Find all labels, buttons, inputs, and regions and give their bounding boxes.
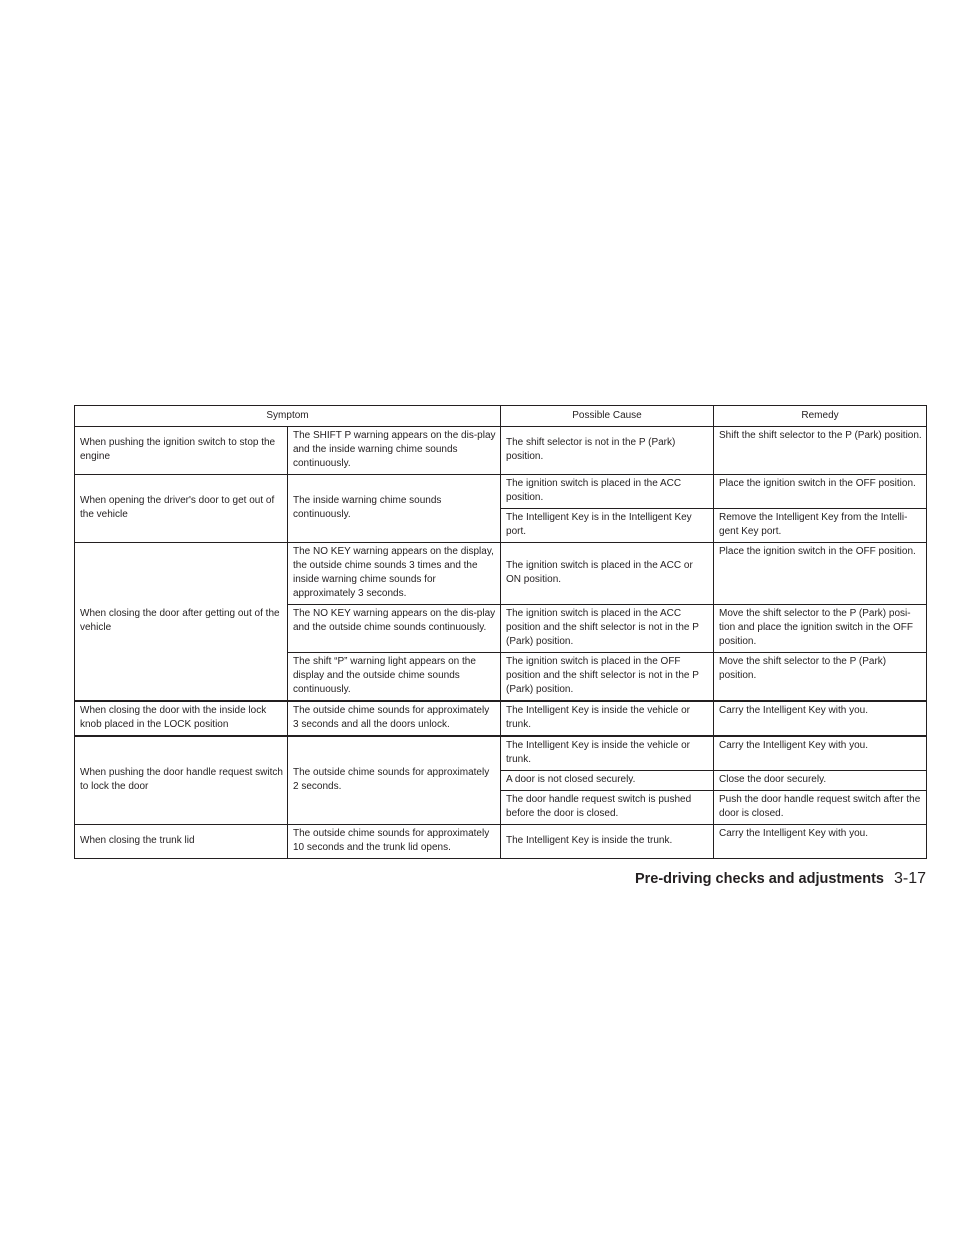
- symptom-detail-cell: The outside chime sounds for approximately 2 seconds.: [288, 736, 501, 825]
- remedy-cell: Carry the Intelligent Key with you.: [714, 701, 927, 736]
- page-footer: [635, 870, 926, 888]
- table-row: [75, 736, 927, 771]
- remedy-cell: Carry the Intelligent Key with you.: [714, 736, 927, 771]
- symptom-detail-cell: The SHIFT P warning appears on the dis-play and the inside warning chime sounds continuously.: [288, 427, 501, 475]
- symptom-cell: When pushing the door handle request switch to lock the door: [75, 736, 288, 825]
- cause-cell: The Intelligent Key is in the Intelligent Key port.: [501, 509, 714, 543]
- remedy-cell: Place the ignition switch in the OFF position.: [714, 475, 927, 509]
- cause-cell: The ignition switch is placed in the OFF position and the shift selector is not in the P (Park) position.: [501, 653, 714, 702]
- cause-cell: The ignition switch is placed in the ACC or ON position.: [501, 543, 714, 605]
- remedy-cell: Move the shift selector to the P (Park) position.: [714, 653, 927, 702]
- table-row: [75, 475, 927, 509]
- troubleshooting-table: [74, 405, 927, 859]
- cause-cell: The Intelligent Key is inside the vehicle or trunk.: [501, 736, 714, 771]
- symptom-detail-cell: The NO KEY warning appears on the dis-play and the outside chime sounds continuously.: [288, 605, 501, 653]
- header-symptom: Symptom: [75, 406, 501, 427]
- symptom-detail-cell: The outside chime sounds for approximately 10 seconds and the trunk lid opens.: [288, 825, 501, 859]
- cause-cell: The ignition switch is placed in the ACC position and the shift selector is not in the P (Park) position.: [501, 605, 714, 653]
- cause-cell: The door handle request switch is pushed before the door is closed.: [501, 791, 714, 825]
- header-remedy: Remedy: [714, 406, 927, 427]
- table-row: [75, 825, 927, 859]
- page-number: 3-17: [893, 870, 926, 887]
- table-row: [75, 427, 927, 475]
- remedy-cell: Remove the Intelligent Key from the Intelli-gent Key port.: [714, 509, 927, 543]
- symptom-detail-cell: The shift “P” warning light appears on the display and the outside chime sounds continuously.: [288, 653, 501, 702]
- remedy-cell: Move the shift selector to the P (Park) posi-tion and place the ignition switch in the OFF position.: [714, 605, 927, 653]
- symptom-cell: When closing the door with the inside lock knob placed in the LOCK position: [75, 701, 288, 736]
- table-row: [75, 701, 927, 736]
- cause-cell: A door is not closed securely.: [501, 771, 714, 791]
- symptom-cell: When pushing the ignition switch to stop the engine: [75, 427, 288, 475]
- header-possible-cause: Possible Cause: [501, 406, 714, 427]
- table-row: [75, 543, 927, 605]
- section-title: Pre-driving checks and adjustments: [634, 871, 884, 887]
- cause-cell: The Intelligent Key is inside the vehicle or trunk.: [501, 701, 714, 736]
- symptom-detail-cell: The outside chime sounds for approximately 3 seconds and all the doors unlock.: [288, 701, 501, 736]
- cause-cell: The Intelligent Key is inside the trunk.: [501, 825, 714, 859]
- cause-cell: The ignition switch is placed in the ACC position.: [501, 475, 714, 509]
- table-header-row: [75, 406, 927, 427]
- remedy-cell: Push the door handle request switch after the door is closed.: [714, 791, 927, 825]
- remedy-cell: Close the door securely.: [714, 771, 927, 791]
- symptom-detail-cell: The inside warning chime sounds continuously.: [288, 475, 501, 543]
- symptom-detail-cell: The NO KEY warning appears on the display, the outside chime sounds 3 times and the inside warning chime sounds for approximately 3 seconds.: [288, 543, 501, 605]
- symptom-cell: When closing the door after getting out of the vehicle: [75, 543, 288, 702]
- remedy-cell: Carry the Intelligent Key with you.: [714, 825, 927, 859]
- remedy-cell: Shift the shift selector to the P (Park) position.: [714, 427, 927, 475]
- symptom-cell: When opening the driver's door to get out of the vehicle: [75, 475, 288, 543]
- symptom-cell: When closing the trunk lid: [75, 825, 288, 859]
- cause-cell: The shift selector is not in the P (Park) position.: [501, 427, 714, 475]
- remedy-cell: Place the ignition switch in the OFF position.: [714, 543, 927, 605]
